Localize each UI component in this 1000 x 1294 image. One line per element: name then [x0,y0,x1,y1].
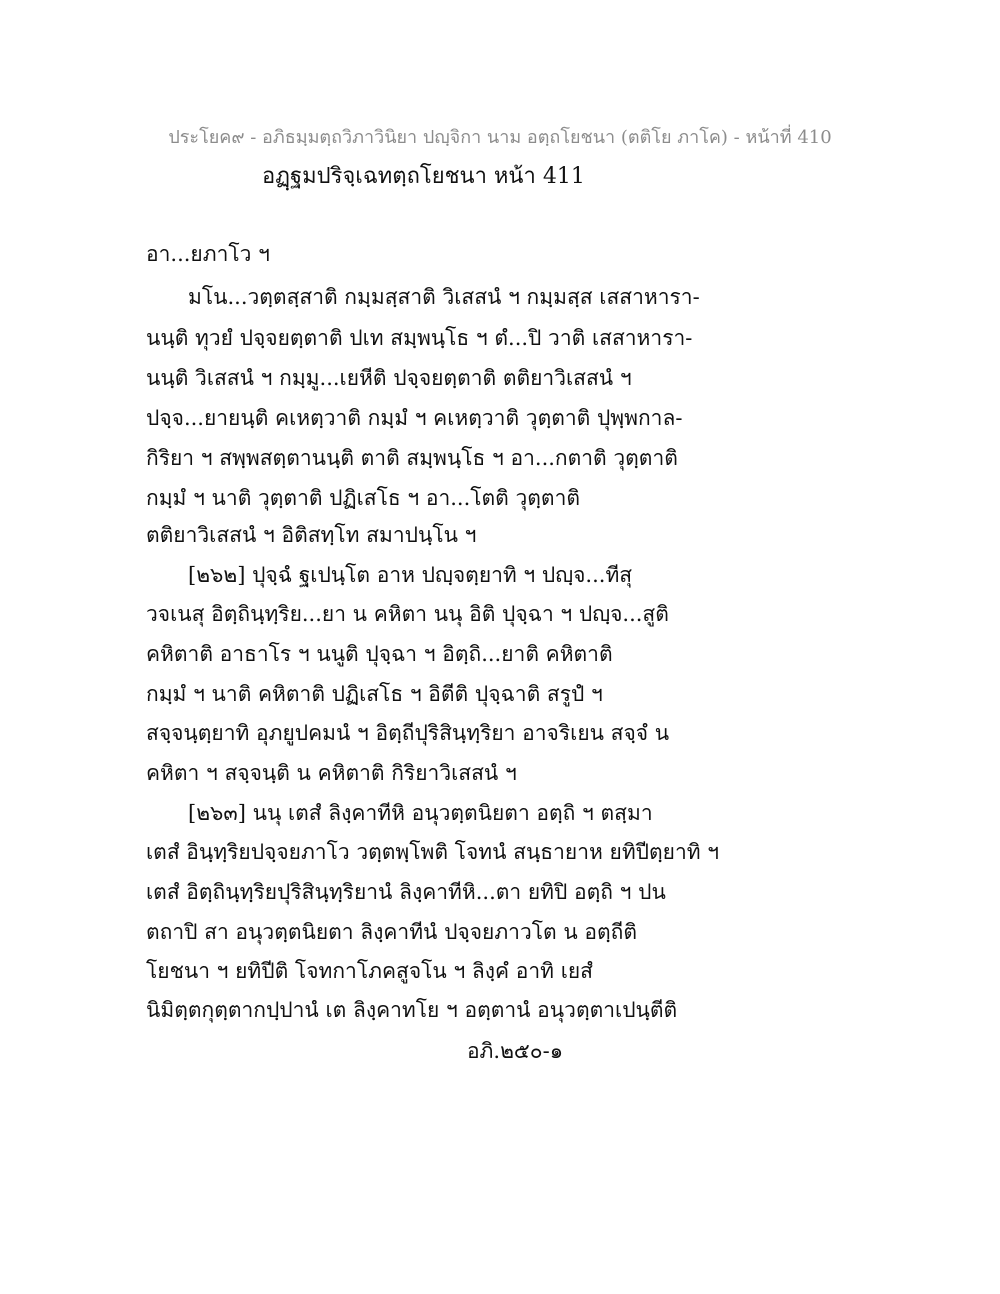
body-line: สจฺจนฺตฺยาทิ อุภยูปคมนํ ฯ อิตฺถีปุริสินฺทฺริยา อาจริเยน สจฺจํ น [146,721,670,745]
body-line: [๒๖๓] นนุ เตสํ ลิงฺคาทีหิ อนุวตฺตนิยตา อตฺถิ ฯ ตสฺมา [188,801,653,825]
body-line: กมฺมํ ฯ นาติ คหิตาติ ปฏิเสโธ ฯ อิตีติ ปุจฺฉาติ สรูปํ ฯ [146,682,603,706]
body-line: มโน...วตฺตสฺสาติ กมฺมสฺสาติ วิเสสนํ ฯ กมฺมสฺส เสสาหารา- [188,285,700,309]
running-header: ประโยค๙ - อภิธมฺมตฺถวิภาวินิยา ปญฺจิกา นาม อตฺถโยชนา (ตติโย ภาโค) - หน้าที่ 410 [168,127,832,148]
body-line: คหิตา ฯ สจฺจนฺติ น คหิตาติ กิริยาวิเสสนํ ฯ [146,761,517,785]
body-line: นนฺติ วิเสสนํ ฯ กมฺมู...เยหีติ ปจฺจยตฺตาติ ตติยาวิเสสนํ ฯ [146,366,632,390]
body-line: นนฺติ ทุวยํ ปจฺจยตฺตาติ ปเท สมฺพนฺโธ ฯ ตํ...ปิ วาติ เสสาหารา- [146,326,693,350]
body-line: เตสํ อิตฺถินฺทฺริยปุริสินฺทฺริยานํ ลิงฺคาทีหิ...ตา ยทิปิ อตฺถิ ฯ ปน [146,880,666,904]
body-line: ตติยาวิเสสนํ ฯ อิติสทฺโท สมาปนฺโน ฯ [146,523,477,547]
body-line: [๒๖๒] ปุจฺฉํ ฐเปนฺโต อาห ปญฺจตฺยาทิ ฯ ปญฺจ...ทีสุ [188,563,633,587]
body-line: วจเนสุ อิตฺถินฺทฺริย...ยา น คหิตา นนุ อิติ ปุจฺฉา ฯ ปญฺจ...สูติ [146,602,669,626]
body-line: กิริยา ฯ สพฺพสตฺตานนฺติ ตาติ สมฺพนฺโธ ฯ อา...กตาติ วุตฺตาติ [146,446,678,470]
body-line: เตสํ อินฺทฺริยปจฺจยภาโว วตฺตพฺโพติ โจทนํ สนฺธายาห ยทิปีตฺยาทิ ฯ [146,840,720,864]
chapter-heading: อฏฺฐมปริจฺเฉทตฺถโยชนา หน้า 411 [262,164,585,189]
body-line: กมฺมํ ฯ นาติ วุตฺตาติ ปฏิเสโธ ฯ อา...โตติ วุตฺตาติ [146,486,580,510]
body-line: ตถาปิ สา อนุวตฺตนิยตา ลิงฺคาทีนํ ปจฺจยภาวโต น อตฺถีติ [146,920,637,944]
body-line: คหิตาติ อาธาโร ฯ นนูติ ปุจฺฉา ฯ อิตฺถิ...ยาติ คหิตาติ [146,642,613,666]
body-line: อา...ยภาโว ฯ [146,242,270,266]
body-line: นิมิตฺตกุตฺตากปฺปานํ เต ลิงฺคาทโย ฯ อตฺตานํ อนุวตฺตาเปนฺตีติ [146,998,678,1022]
body-line: โยชนา ฯ ยทิปีติ โจทกาโภคสูจโน ฯ ลิงฺคํ อาทิ เยสํ [146,959,593,983]
body-line: ปจฺจ...ยายนฺติ คเหตฺวาติ กมฺมํ ฯ คเหตฺวาติ วุตฺตาติ ปุพฺพกาล- [146,406,683,430]
page-signature: อภิ.๒๕๐-๑ [466,1039,564,1063]
